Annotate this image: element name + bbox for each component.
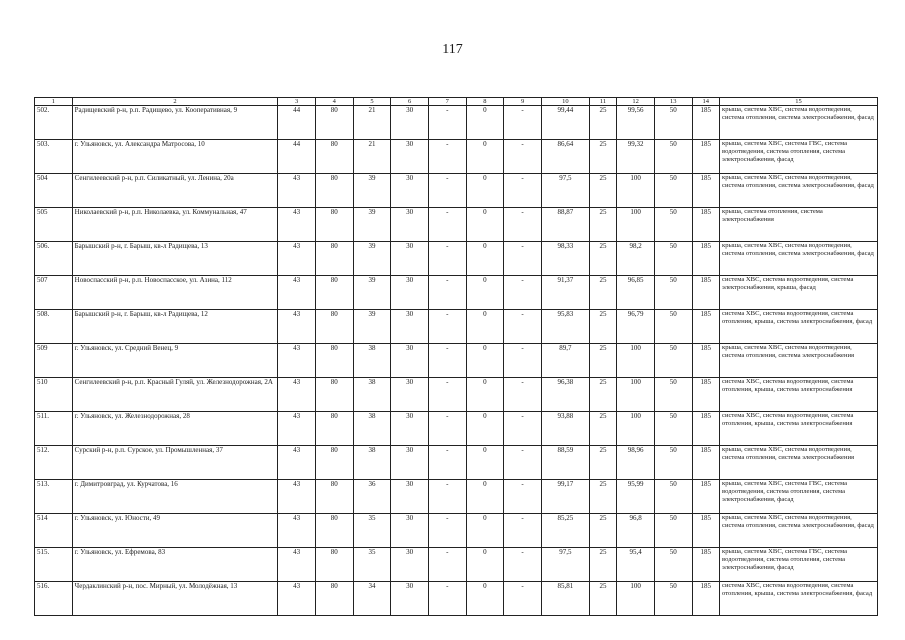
value-cell: 185 bbox=[692, 208, 719, 242]
value-cell: 30 bbox=[391, 514, 429, 548]
value-cell: 43 bbox=[278, 446, 316, 480]
value-cell: 185 bbox=[692, 582, 719, 616]
value-cell: 100 bbox=[617, 174, 655, 208]
value-cell: 30 bbox=[391, 480, 429, 514]
value-cell: 100 bbox=[617, 582, 655, 616]
column-header: 4 bbox=[315, 98, 353, 106]
value-cell: 50 bbox=[654, 242, 692, 276]
works-list-cell: крыша, система ХВС, система ГВС, система водоотведения, система отопления, система электроснабжения, фасад bbox=[720, 140, 878, 174]
address-cell: Радищевский р-н, р.п. Радищево, ул. Кооперативная, 9 bbox=[72, 106, 278, 140]
value-cell: 39 bbox=[353, 174, 391, 208]
address-cell: Новоспасский р-н, р.п. Новоспасское, ул. Азина, 112 bbox=[72, 276, 278, 310]
value-cell: 185 bbox=[692, 106, 719, 140]
address-cell: Барышский р-н, г. Барыш, кв-л Радищева, 12 bbox=[72, 310, 278, 344]
column-header: 12 bbox=[617, 98, 655, 106]
value-cell: 30 bbox=[391, 174, 429, 208]
row-number: 516. bbox=[35, 582, 73, 616]
table-row bbox=[35, 344, 878, 378]
value-cell: 88,87 bbox=[541, 208, 589, 242]
value-cell: 50 bbox=[654, 548, 692, 582]
row-number: 511. bbox=[35, 412, 73, 446]
value-cell: 30 bbox=[391, 276, 429, 310]
value-cell: - bbox=[428, 242, 466, 276]
row-number: 506. bbox=[35, 242, 73, 276]
address-cell: г. Ульяновск, ул. Юности, 49 bbox=[72, 514, 278, 548]
column-header: 15 bbox=[720, 98, 878, 106]
address-cell: Чердаклинский р-н, пос. Мирный, ул. Молодёжная, 13 bbox=[72, 582, 278, 616]
value-cell: 80 bbox=[315, 174, 353, 208]
works-list-cell: крыша, система ХВС, система водоотведения, система отопления, система электроснабжения, фасад bbox=[720, 106, 878, 140]
value-cell: 95,83 bbox=[541, 310, 589, 344]
value-cell: 43 bbox=[278, 208, 316, 242]
value-cell: 85,25 bbox=[541, 514, 589, 548]
table-row bbox=[35, 548, 878, 582]
table-row bbox=[35, 242, 878, 276]
value-cell: 25 bbox=[589, 174, 616, 208]
value-cell: 98,33 bbox=[541, 242, 589, 276]
table-row bbox=[35, 106, 878, 140]
value-cell: - bbox=[428, 548, 466, 582]
value-cell: 25 bbox=[589, 412, 616, 446]
value-cell: - bbox=[428, 140, 466, 174]
value-cell: 80 bbox=[315, 106, 353, 140]
value-cell: 30 bbox=[391, 344, 429, 378]
works-list-cell: система ХВС, система водоотведения, система отопления, крыша, система электроснабжения, фасад bbox=[720, 310, 878, 344]
address-cell: г. Ульяновск, ул. Средний Венец, 9 bbox=[72, 344, 278, 378]
table-row bbox=[35, 582, 878, 616]
value-cell: - bbox=[428, 582, 466, 616]
value-cell: 50 bbox=[654, 378, 692, 412]
value-cell: - bbox=[504, 276, 542, 310]
value-cell: 185 bbox=[692, 412, 719, 446]
value-cell: - bbox=[428, 412, 466, 446]
works-list-cell: крыша, система ХВС, система ГВС, система водоотведения, система отопления, система электроснабжения, фасад bbox=[720, 480, 878, 514]
value-cell: 0 bbox=[466, 446, 504, 480]
table-row bbox=[35, 446, 878, 480]
column-header: 3 bbox=[278, 98, 316, 106]
value-cell: 25 bbox=[589, 242, 616, 276]
works-list-cell: крыша, система ХВС, система ГВС, система водоотведения, система отопления, система электроснабжения, фасад bbox=[720, 548, 878, 582]
value-cell: 86,64 bbox=[541, 140, 589, 174]
value-cell: 50 bbox=[654, 344, 692, 378]
value-cell: 30 bbox=[391, 548, 429, 582]
value-cell: 0 bbox=[466, 174, 504, 208]
value-cell: 36 bbox=[353, 480, 391, 514]
row-number: 508. bbox=[35, 310, 73, 344]
value-cell: 91,37 bbox=[541, 276, 589, 310]
value-cell: 30 bbox=[391, 310, 429, 344]
value-cell: 50 bbox=[654, 446, 692, 480]
value-cell: 0 bbox=[466, 378, 504, 412]
value-cell: 43 bbox=[278, 378, 316, 412]
address-cell: г. Димитровград, ул. Курчатова, 16 bbox=[72, 480, 278, 514]
address-cell: Сенгилеевский р-н, р.п. Красный Гуляй, ул. Железнодорожная, 2А bbox=[72, 378, 278, 412]
table-row bbox=[35, 480, 878, 514]
value-cell: 185 bbox=[692, 276, 719, 310]
value-cell: 96,8 bbox=[617, 514, 655, 548]
table-body bbox=[35, 106, 878, 616]
value-cell: 185 bbox=[692, 514, 719, 548]
value-cell: 30 bbox=[391, 242, 429, 276]
value-cell: - bbox=[428, 446, 466, 480]
value-cell: 21 bbox=[353, 140, 391, 174]
table-row bbox=[35, 514, 878, 548]
value-cell: 50 bbox=[654, 310, 692, 344]
value-cell: 98,96 bbox=[617, 446, 655, 480]
value-cell: 38 bbox=[353, 412, 391, 446]
value-cell: 185 bbox=[692, 378, 719, 412]
row-number: 514 bbox=[35, 514, 73, 548]
value-cell: 95,99 bbox=[617, 480, 655, 514]
value-cell: - bbox=[428, 480, 466, 514]
address-cell: г. Ульяновск, ул. Железнодорожная, 28 bbox=[72, 412, 278, 446]
row-number: 502. bbox=[35, 106, 73, 140]
value-cell: - bbox=[504, 208, 542, 242]
value-cell: 185 bbox=[692, 548, 719, 582]
value-cell: - bbox=[504, 344, 542, 378]
column-header: 13 bbox=[654, 98, 692, 106]
value-cell: 25 bbox=[589, 310, 616, 344]
value-cell: 0 bbox=[466, 140, 504, 174]
works-list-cell: крыша, система ХВС, система водоотведения, система отопления, система электроснабжения, фасад bbox=[720, 174, 878, 208]
column-header: 7 bbox=[428, 98, 466, 106]
value-cell: 25 bbox=[589, 548, 616, 582]
page-number: 117 bbox=[442, 42, 463, 57]
value-cell: - bbox=[428, 514, 466, 548]
value-cell: 99,32 bbox=[617, 140, 655, 174]
value-cell: 97,5 bbox=[541, 548, 589, 582]
value-cell: 0 bbox=[466, 344, 504, 378]
works-list-cell: система ХВС, система водоотведения, система отопления, крыша, система электроснабжения bbox=[720, 412, 878, 446]
value-cell: 39 bbox=[353, 276, 391, 310]
value-cell: 43 bbox=[278, 344, 316, 378]
value-cell: 185 bbox=[692, 310, 719, 344]
value-cell: 100 bbox=[617, 208, 655, 242]
value-cell: 50 bbox=[654, 140, 692, 174]
buildings-table bbox=[34, 97, 878, 616]
value-cell: 80 bbox=[315, 378, 353, 412]
value-cell: 43 bbox=[278, 412, 316, 446]
value-cell: 0 bbox=[466, 242, 504, 276]
value-cell: 80 bbox=[315, 446, 353, 480]
row-number: 503. bbox=[35, 140, 73, 174]
value-cell: 25 bbox=[589, 344, 616, 378]
value-cell: 50 bbox=[654, 174, 692, 208]
value-cell: 25 bbox=[589, 276, 616, 310]
value-cell: 96,38 bbox=[541, 378, 589, 412]
value-cell: - bbox=[504, 310, 542, 344]
works-list-cell: крыша, система отопления, система электроснабжения bbox=[720, 208, 878, 242]
value-cell: 80 bbox=[315, 276, 353, 310]
value-cell: 44 bbox=[278, 140, 316, 174]
value-cell: 43 bbox=[278, 480, 316, 514]
works-list-cell: крыша, система ХВС, система водоотведения, система отопления, система электроснабжения bbox=[720, 446, 878, 480]
value-cell: 50 bbox=[654, 412, 692, 446]
works-list-cell: крыша, система ХВС, система водоотведения, система отопления, система электроснабжения bbox=[720, 344, 878, 378]
value-cell: 0 bbox=[466, 310, 504, 344]
value-cell: - bbox=[428, 344, 466, 378]
value-cell: 30 bbox=[391, 582, 429, 616]
value-cell: - bbox=[428, 208, 466, 242]
value-cell: 39 bbox=[353, 208, 391, 242]
value-cell: 25 bbox=[589, 140, 616, 174]
value-cell: - bbox=[504, 480, 542, 514]
value-cell: 38 bbox=[353, 446, 391, 480]
value-cell: 96,85 bbox=[617, 276, 655, 310]
address-cell: г. Ульяновск, ул. Александра Матросова, 10 bbox=[72, 140, 278, 174]
value-cell: 80 bbox=[315, 480, 353, 514]
value-cell: 100 bbox=[617, 412, 655, 446]
value-cell: - bbox=[428, 106, 466, 140]
column-header: 6 bbox=[391, 98, 429, 106]
value-cell: - bbox=[504, 106, 542, 140]
value-cell: 43 bbox=[278, 174, 316, 208]
value-cell: 25 bbox=[589, 208, 616, 242]
value-cell: - bbox=[504, 548, 542, 582]
row-number: 513. bbox=[35, 480, 73, 514]
table-row bbox=[35, 174, 878, 208]
table-row bbox=[35, 412, 878, 446]
value-cell: 0 bbox=[466, 548, 504, 582]
value-cell: - bbox=[504, 140, 542, 174]
works-list-cell: система ХВС, система водоотведения, система электроснабжения, крыша, фасад bbox=[720, 276, 878, 310]
address-cell: Сурский р-н, р.п. Сурское, ул. Промышленная, 37 bbox=[72, 446, 278, 480]
value-cell: 100 bbox=[617, 378, 655, 412]
value-cell: 39 bbox=[353, 242, 391, 276]
value-cell: 88,59 bbox=[541, 446, 589, 480]
row-number: 515. bbox=[35, 548, 73, 582]
value-cell: 99,17 bbox=[541, 480, 589, 514]
value-cell: 95,4 bbox=[617, 548, 655, 582]
value-cell: 43 bbox=[278, 582, 316, 616]
value-cell: 44 bbox=[278, 106, 316, 140]
column-header: 2 bbox=[72, 98, 278, 106]
value-cell: 0 bbox=[466, 514, 504, 548]
value-cell: - bbox=[504, 242, 542, 276]
value-cell: 30 bbox=[391, 412, 429, 446]
table-row bbox=[35, 276, 878, 310]
row-number: 510 bbox=[35, 378, 73, 412]
column-header: 5 bbox=[353, 98, 391, 106]
value-cell: 80 bbox=[315, 582, 353, 616]
value-cell: 43 bbox=[278, 276, 316, 310]
value-cell: 185 bbox=[692, 242, 719, 276]
value-cell: 25 bbox=[589, 514, 616, 548]
column-header: 10 bbox=[541, 98, 589, 106]
value-cell: 25 bbox=[589, 106, 616, 140]
value-cell: 89,7 bbox=[541, 344, 589, 378]
value-cell: 50 bbox=[654, 582, 692, 616]
value-cell: - bbox=[504, 412, 542, 446]
value-cell: 43 bbox=[278, 548, 316, 582]
value-cell: 30 bbox=[391, 446, 429, 480]
column-header: 14 bbox=[692, 98, 719, 106]
value-cell: 85,81 bbox=[541, 582, 589, 616]
value-cell: 185 bbox=[692, 344, 719, 378]
value-cell: 0 bbox=[466, 106, 504, 140]
value-cell: 43 bbox=[278, 310, 316, 344]
value-cell: 0 bbox=[466, 582, 504, 616]
value-cell: 93,88 bbox=[541, 412, 589, 446]
value-cell: 34 bbox=[353, 582, 391, 616]
value-cell: 21 bbox=[353, 106, 391, 140]
value-cell: 80 bbox=[315, 344, 353, 378]
value-cell: 25 bbox=[589, 446, 616, 480]
address-cell: Барышский р-н, г. Барыш, кв-л Радищева, 13 bbox=[72, 242, 278, 276]
value-cell: 25 bbox=[589, 480, 616, 514]
works-list-cell: система ХВС, система водоотведения, система отопления, крыша, система электроснабжения, фасад bbox=[720, 582, 878, 616]
value-cell: 30 bbox=[391, 378, 429, 412]
value-cell: 99,44 bbox=[541, 106, 589, 140]
value-cell: 25 bbox=[589, 378, 616, 412]
value-cell: 30 bbox=[391, 106, 429, 140]
value-cell: 97,5 bbox=[541, 174, 589, 208]
value-cell: 50 bbox=[654, 208, 692, 242]
column-header: 1 bbox=[35, 98, 73, 106]
value-cell: 50 bbox=[654, 514, 692, 548]
address-cell: Николаевский р-н, р.п. Николаевка, ул. Коммунальная, 47 bbox=[72, 208, 278, 242]
row-number: 512. bbox=[35, 446, 73, 480]
table-row bbox=[35, 140, 878, 174]
value-cell: 35 bbox=[353, 514, 391, 548]
value-cell: 38 bbox=[353, 378, 391, 412]
column-header: 11 bbox=[589, 98, 616, 106]
header-row bbox=[35, 98, 878, 106]
value-cell: - bbox=[504, 514, 542, 548]
value-cell: 185 bbox=[692, 480, 719, 514]
value-cell: - bbox=[428, 276, 466, 310]
works-list-cell: крыша, система ХВС, система водоотведения, система отопления, система электроснабжения, фасад bbox=[720, 514, 878, 548]
value-cell: - bbox=[504, 582, 542, 616]
value-cell: 39 bbox=[353, 310, 391, 344]
value-cell: 185 bbox=[692, 174, 719, 208]
value-cell: 80 bbox=[315, 514, 353, 548]
works-list-cell: система ХВС, система водоотведения, система отопления, крыша, система электроснабжения bbox=[720, 378, 878, 412]
value-cell: 30 bbox=[391, 208, 429, 242]
table-row bbox=[35, 310, 878, 344]
value-cell: 50 bbox=[654, 106, 692, 140]
value-cell: 98,2 bbox=[617, 242, 655, 276]
value-cell: 30 bbox=[391, 140, 429, 174]
value-cell: 50 bbox=[654, 276, 692, 310]
value-cell: - bbox=[428, 378, 466, 412]
value-cell: 185 bbox=[692, 140, 719, 174]
value-cell: 100 bbox=[617, 344, 655, 378]
value-cell: 38 bbox=[353, 344, 391, 378]
value-cell: - bbox=[504, 446, 542, 480]
value-cell: 96,79 bbox=[617, 310, 655, 344]
address-cell: г. Ульяновск, ул. Ефремова, 83 bbox=[72, 548, 278, 582]
value-cell: 99,56 bbox=[617, 106, 655, 140]
value-cell: 80 bbox=[315, 310, 353, 344]
value-cell: - bbox=[504, 174, 542, 208]
value-cell: 185 bbox=[692, 446, 719, 480]
value-cell: 43 bbox=[278, 242, 316, 276]
works-list-cell: крыша, система ХВС, система водоотведения, система отопления, система электроснабжения, фасад bbox=[720, 242, 878, 276]
row-number: 505 bbox=[35, 208, 73, 242]
value-cell: 25 bbox=[589, 582, 616, 616]
column-header: 9 bbox=[504, 98, 542, 106]
value-cell: - bbox=[428, 310, 466, 344]
value-cell: 80 bbox=[315, 242, 353, 276]
value-cell: 80 bbox=[315, 548, 353, 582]
table-row bbox=[35, 208, 878, 242]
value-cell: 80 bbox=[315, 208, 353, 242]
row-number: 504 bbox=[35, 174, 73, 208]
row-number: 509 bbox=[35, 344, 73, 378]
value-cell: 0 bbox=[466, 208, 504, 242]
column-header: 8 bbox=[466, 98, 504, 106]
address-cell: Сенгилеевский р-н, р.п. Силикатный, ул. Ленина, 20а bbox=[72, 174, 278, 208]
value-cell: 0 bbox=[466, 412, 504, 446]
table-row bbox=[35, 378, 878, 412]
value-cell: - bbox=[504, 378, 542, 412]
value-cell: 0 bbox=[466, 276, 504, 310]
value-cell: 80 bbox=[315, 140, 353, 174]
value-cell: 80 bbox=[315, 412, 353, 446]
value-cell: - bbox=[428, 174, 466, 208]
value-cell: 35 bbox=[353, 548, 391, 582]
value-cell: 50 bbox=[654, 480, 692, 514]
row-number: 507 bbox=[35, 276, 73, 310]
value-cell: 0 bbox=[466, 480, 504, 514]
value-cell: 43 bbox=[278, 514, 316, 548]
